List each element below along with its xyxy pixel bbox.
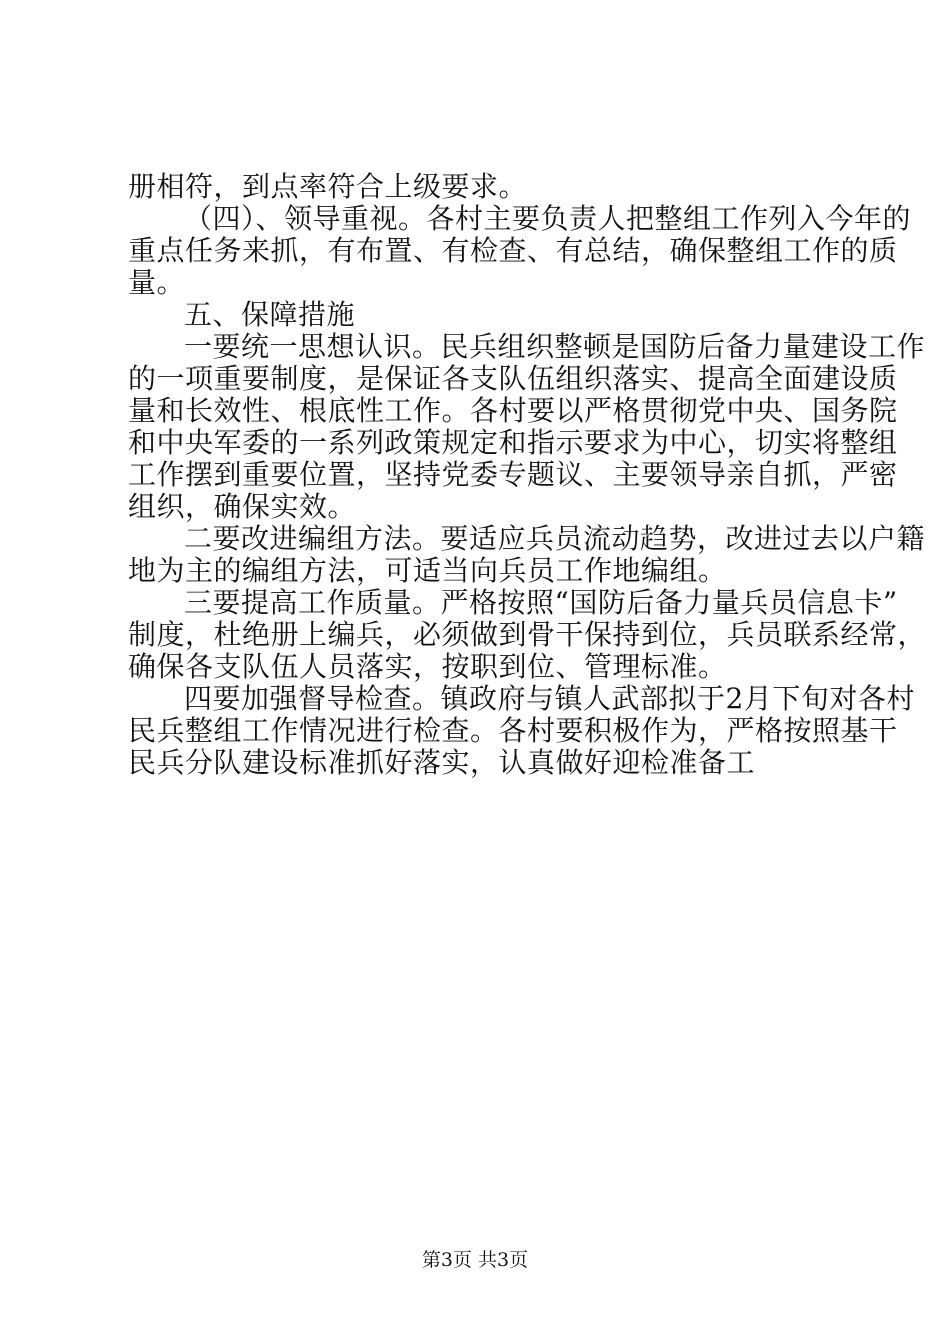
text-line: 四要加强督导检查。镇政府与镇人武部拟于2月下旬对各村 <box>184 682 915 715</box>
text-line: 和中央军委的一系列政策规定和指示要求为中心，切实将整组 <box>128 426 898 459</box>
document-body <box>128 170 927 785</box>
section-heading: 五、保障措施 <box>184 298 356 331</box>
text-line: （四）、领导重视。各村主要负责人把整组工作列入今年的 <box>184 202 912 235</box>
text-line: 量和长效性、根底性工作。各村要以严格贯彻党中央、国务院 <box>128 394 898 427</box>
text-line: 组织，确保实效。 <box>128 490 357 523</box>
text-line: 工作摆到重要位置，坚持党委专题议、主要领导亲自抓，严密 <box>128 458 898 491</box>
text-line: 的一项重要制度，是保证各支队伍组织落实、提高全面建设质 <box>128 362 898 395</box>
text-line: 三要提高工作质量。严格按照“国防后备力量兵员信息卡” <box>184 586 898 619</box>
text-line: 量。 <box>128 266 186 299</box>
text-line: 二要改进编组方法。要适应兵员流动趋势，改进过去以户籍 <box>184 522 926 555</box>
text-line: 民兵整组工作情况进行检查。各村要积极作为，严格按照基干 <box>128 714 898 747</box>
text-line: 册相符，到点率符合上级要求。 <box>128 170 528 203</box>
text-line: 地为主的编组方法，可适当向兵员工作地编组。 <box>128 554 727 587</box>
text-line: 制度，杜绝册上编兵，必须做到骨干保持到位，兵员联系经常， <box>128 618 927 651</box>
text-line: 确保各支队伍人员落实，按职到位、管理标准。 <box>128 650 727 683</box>
text-line: 民兵分队建设标准抓好落实，认真做好迎检准备工 <box>128 746 756 779</box>
text-line: 重点任务来抓，有布置、有检查、有总结，确保整组工作的质 <box>128 234 898 267</box>
text-line: 一要统一思想认识。民兵组织整顿是国防后备力量建设工作 <box>184 330 926 363</box>
page-footer: 第3页 共3页 <box>421 1249 529 1271</box>
